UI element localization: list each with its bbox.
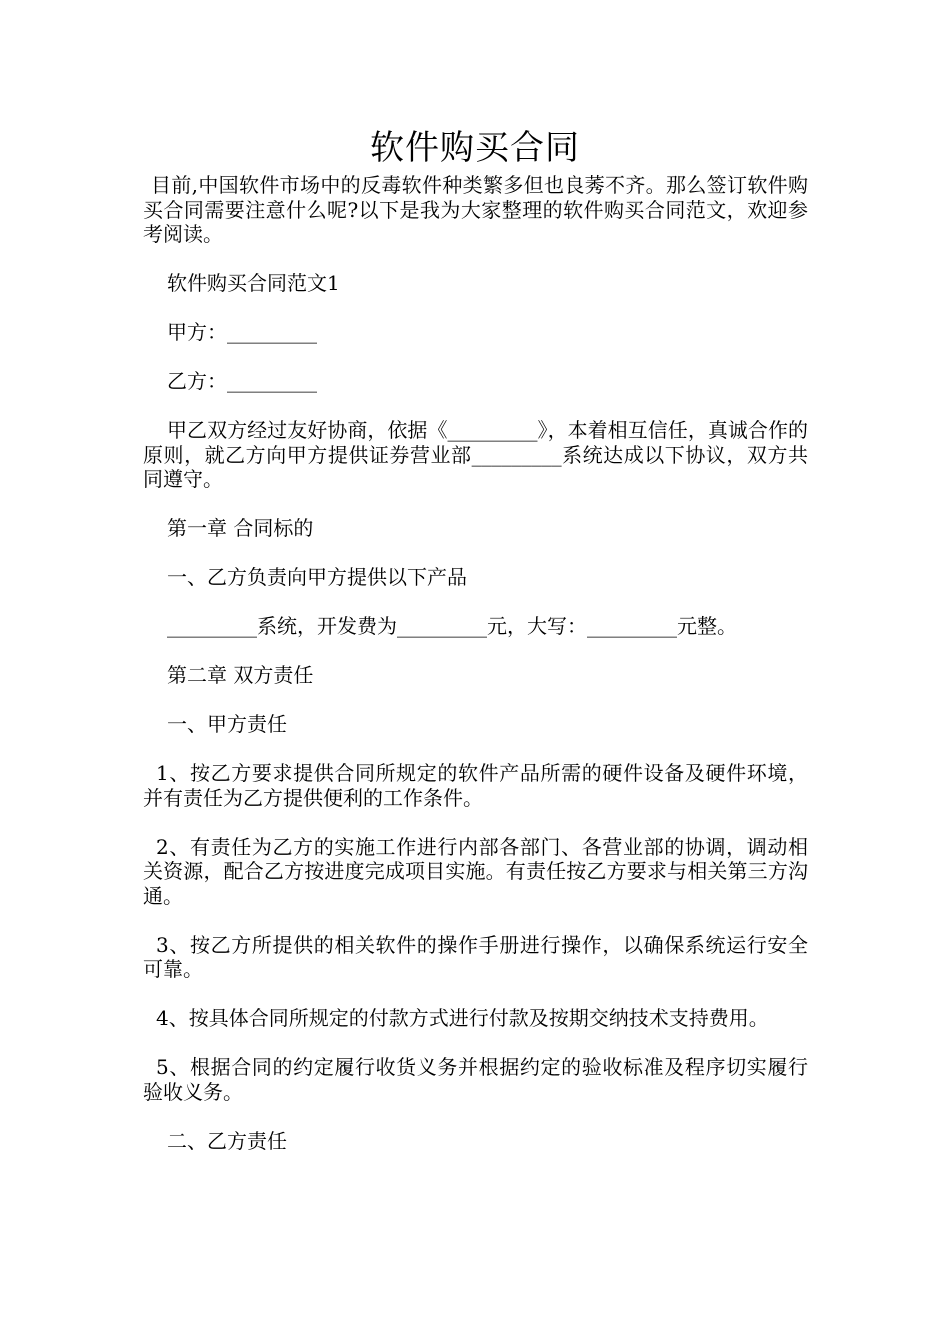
- chapter-2-heading: 第二章 双方责任: [167, 663, 314, 687]
- party-a-duty-2: 2、有责任为乙方的实施工作进行内部各部门、各营业部的协调，调动相关资源，配合乙方按进度完成项目实施。有责任按乙方要求与相关第三方沟通。: [143, 834, 808, 908]
- party-a-duty-1: 1、按乙方要求提供合同所规定的软件产品所需的硬件设备及硬件环境，并有责任为乙方提供便利的工作条件。: [143, 761, 808, 810]
- party-b-duties-heading: 二、乙方责任: [167, 1128, 287, 1153]
- section-heading-sample-1: 软件购买合同范文1: [167, 271, 340, 295]
- intro-paragraph: 目前,中国软件市场中的反毒软件种类繁多但也良莠不齐。那么签订软件购买合同需要注意什么呢?以下是我为大家整理的软件购买合同范文，欢迎参考阅读。: [143, 173, 808, 246]
- chapter-1-heading: 第一章 合同标的: [167, 516, 314, 540]
- party-a-duty-5: 5、根据合同的约定履行收货义务并根据约定的验收标准及程序切实履行验收义务。: [143, 1055, 808, 1104]
- party-a-duties-heading: 一、甲方责任: [167, 712, 287, 736]
- party-a-line: 甲方：_________: [167, 320, 317, 344]
- document-body: [143, 173, 808, 1178]
- document-title: 软件购买合同: [370, 128, 580, 168]
- product-fee-line: _________系统，开发费为_________元，大写：_________元整。: [167, 614, 737, 638]
- agreement-preamble: 甲乙双方经过友好协商，依据《_________》，本着相互信任，真诚合作的原则，就乙方向甲方提供证券营业部_________系统达成以下协议，双方共同遵守。: [143, 418, 808, 491]
- party-a-duty-4: 4、按具体合同所规定的付款方式进行付款及按期交纳技术支持费用。: [156, 1006, 769, 1030]
- chapter-1-item-1: 一、乙方负责向甲方提供以下产品: [167, 565, 467, 589]
- party-a-duty-3: 3、按乙方所提供的相关软件的操作手册进行操作，以确保系统运行安全可靠。: [143, 932, 808, 981]
- party-b-line: 乙方：_________: [167, 369, 317, 393]
